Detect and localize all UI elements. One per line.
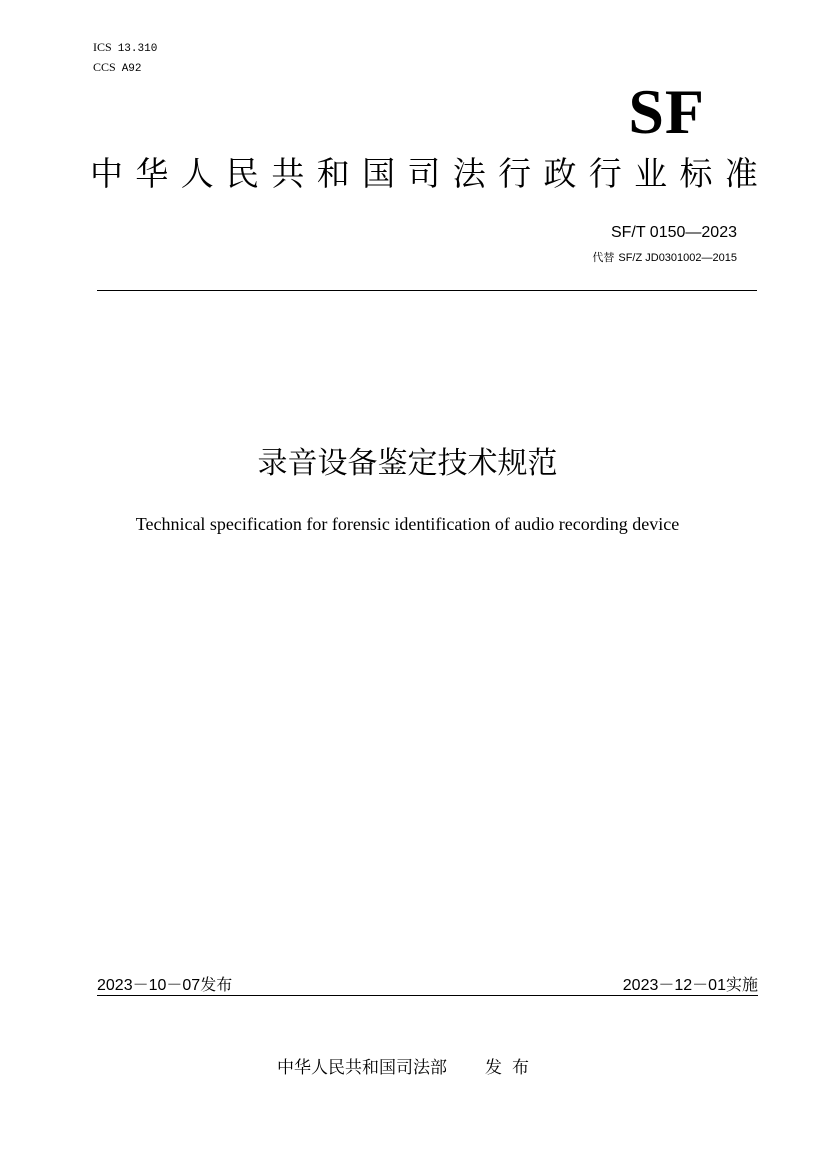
effective-date: 2023－12－01 bbox=[622, 977, 726, 994]
category-title-char: 中 bbox=[90, 154, 123, 193]
category-title-char: 业 bbox=[634, 154, 668, 193]
standard-number: SF/T 0150—2023 bbox=[610, 224, 737, 241]
sf-logo: SF bbox=[628, 76, 705, 147]
category-title-char: 标 bbox=[679, 154, 713, 193]
ccs-code: A92 bbox=[121, 63, 142, 75]
bottom-divider bbox=[97, 995, 758, 996]
issuer-org: 中华人民共和国司法部 bbox=[277, 1058, 447, 1078]
effective-date-line bbox=[623, 972, 758, 995]
replaces-code: SF/Z JD0301002—2015 bbox=[618, 252, 737, 264]
category-title-char: 法 bbox=[452, 154, 486, 193]
category-title-char: 政 bbox=[543, 154, 577, 193]
replaces-label: 代替 bbox=[592, 251, 615, 264]
category-title-char: 准 bbox=[724, 154, 758, 193]
ics-code: 13.310 bbox=[117, 43, 158, 55]
category-title-char: 华 bbox=[135, 154, 169, 193]
document-title-english: Technical specification for forensic identification of audio recording device bbox=[135, 514, 680, 534]
category-title-char: 行 bbox=[588, 154, 622, 193]
ics-line bbox=[93, 40, 157, 55]
ics-label: ICS bbox=[93, 40, 112, 54]
publish-label: 发布 bbox=[200, 975, 233, 994]
standard-category-title bbox=[90, 156, 758, 192]
category-title-char: 和 bbox=[316, 154, 350, 193]
category-title-char: 行 bbox=[498, 154, 532, 193]
ccs-line bbox=[93, 60, 142, 75]
top-divider bbox=[97, 290, 757, 291]
category-title-char: 国 bbox=[362, 154, 396, 193]
publish-date: 2023－10－07 bbox=[97, 977, 201, 994]
publish-date-line bbox=[97, 972, 232, 995]
ccs-label: CCS bbox=[93, 60, 116, 74]
category-title-char: 共 bbox=[271, 154, 305, 193]
category-title-char: 人 bbox=[180, 154, 214, 193]
document-title: 录音设备鉴定技术规范 bbox=[257, 446, 558, 481]
category-title-char: 民 bbox=[226, 154, 260, 193]
category-title-char: 司 bbox=[407, 154, 441, 193]
effective-label: 实施 bbox=[725, 975, 758, 994]
replaces-line bbox=[592, 249, 737, 265]
issuer-line bbox=[277, 1053, 539, 1078]
issuer-action: 发布 bbox=[485, 1058, 539, 1078]
